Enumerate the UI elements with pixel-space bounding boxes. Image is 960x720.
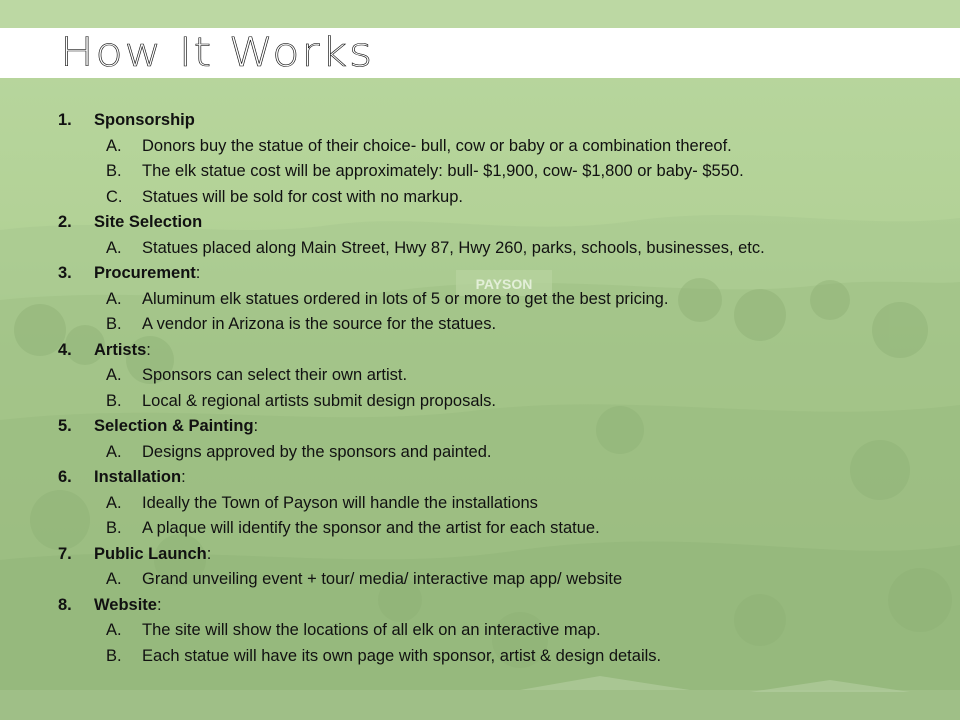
step-number: 6. bbox=[58, 468, 72, 486]
sub-item-letter: A. bbox=[106, 238, 122, 257]
sub-item bbox=[58, 312, 938, 338]
step-item bbox=[58, 210, 938, 236]
step-number: 7. bbox=[58, 544, 72, 563]
sub-item-letter: A. bbox=[106, 289, 122, 308]
step-heading-suffix: : bbox=[181, 468, 186, 486]
sub-item bbox=[58, 287, 938, 313]
sub-item-text: Statues placed along Main Street, Hwy 87, Hwy 260, parks, schools, businesses, etc. bbox=[142, 238, 765, 257]
sub-item-text: Statues will be sold for cost with no markup. bbox=[142, 187, 463, 206]
sub-item bbox=[58, 567, 938, 593]
step-number: 5. bbox=[58, 417, 72, 435]
step-heading-label: Sponsorship bbox=[94, 111, 195, 129]
steps-list bbox=[58, 108, 938, 669]
step-heading bbox=[94, 108, 195, 134]
sub-item-text: Sponsors can select their own artist. bbox=[142, 366, 408, 384]
sub-item bbox=[58, 491, 938, 517]
step-heading-label: Procurement bbox=[94, 264, 196, 282]
sub-item-letter: A. bbox=[106, 493, 122, 512]
sub-item-text: A vendor in Arizona is the source for the statues. bbox=[142, 315, 497, 333]
sub-item bbox=[58, 363, 938, 389]
step-item bbox=[58, 108, 938, 134]
sub-item bbox=[58, 134, 938, 160]
step-heading-suffix: : bbox=[206, 544, 212, 563]
step-heading bbox=[94, 210, 202, 236]
sub-item-text: Aluminum elk statues ordered in lots of 5 or more to get the best pricing. bbox=[142, 289, 669, 308]
step-heading bbox=[94, 414, 258, 440]
sub-item bbox=[58, 185, 938, 211]
sub-item-letter: B. bbox=[106, 162, 122, 180]
sub-item-letter: A. bbox=[106, 136, 122, 155]
step-item bbox=[58, 338, 938, 364]
step-heading-suffix: : bbox=[146, 340, 151, 359]
step-number: 2. bbox=[58, 213, 72, 231]
sub-item-text: Each statue will have its own page with sponsor, artist & design details. bbox=[142, 646, 662, 665]
step-heading bbox=[94, 338, 151, 364]
sub-item bbox=[58, 618, 938, 644]
sub-item-text: The site will show the locations of all elk on an interactive map. bbox=[142, 621, 601, 639]
slide-title: How It Works bbox=[60, 30, 374, 76]
sub-item-letter: B. bbox=[106, 315, 122, 333]
step-heading bbox=[94, 593, 162, 619]
sub-item-letter: B. bbox=[106, 646, 122, 665]
step-heading-label: Website bbox=[94, 595, 157, 614]
sub-item-text: Donors buy the statue of their choice- bull, cow or baby or a combination thereof. bbox=[142, 136, 732, 155]
step-number: 3. bbox=[58, 264, 72, 282]
sub-item-letter: C. bbox=[106, 187, 123, 206]
sub-item-text: Grand unveiling event + tour/ media/ interactive map app/ website bbox=[142, 570, 623, 588]
step-heading-label: Artists bbox=[94, 340, 147, 359]
step-item bbox=[58, 414, 938, 440]
step-number: 1. bbox=[58, 111, 72, 129]
sub-item-letter: B. bbox=[106, 519, 122, 537]
sub-item-text: Local & regional artists submit design proposals. bbox=[142, 391, 497, 410]
sub-item-letter: A. bbox=[106, 442, 122, 461]
sub-item bbox=[58, 236, 938, 262]
step-heading bbox=[94, 542, 211, 568]
sub-item-text: The elk statue cost will be approximately: bull- $1,900, cow- $1,800 or baby- $550. bbox=[142, 162, 744, 180]
sub-item-letter: B. bbox=[106, 391, 122, 410]
sub-item bbox=[58, 159, 938, 185]
step-number: 8. bbox=[58, 595, 72, 614]
sub-item-letter: A. bbox=[106, 621, 122, 639]
step-heading-label: Selection & Painting bbox=[94, 417, 254, 435]
step-heading-suffix: : bbox=[195, 264, 201, 282]
payson-sign-text: PAYSON bbox=[475, 276, 533, 292]
sub-item bbox=[58, 389, 938, 415]
step-heading bbox=[94, 261, 200, 287]
sub-item-text: A plaque will identify the sponsor and the artist for each statue. bbox=[142, 519, 600, 537]
sub-item-letter: A. bbox=[106, 570, 122, 588]
step-heading-label: Installation bbox=[94, 468, 182, 486]
step-item bbox=[58, 261, 938, 287]
sub-item-letter: A. bbox=[106, 366, 122, 384]
step-heading-suffix: : bbox=[156, 595, 162, 614]
sub-item bbox=[58, 516, 938, 542]
sub-item-text: Ideally the Town of Payson will handle the installations bbox=[142, 493, 538, 512]
step-item bbox=[58, 593, 938, 619]
step-heading-label: Public Launch bbox=[94, 544, 207, 563]
step-heading-suffix: : bbox=[253, 417, 259, 435]
sub-item bbox=[58, 440, 938, 466]
sub-item-text: Designs approved by the sponsors and painted. bbox=[142, 442, 492, 461]
top-strip bbox=[0, 0, 960, 28]
step-number: 4. bbox=[58, 340, 72, 359]
step-heading bbox=[94, 465, 186, 491]
sub-item bbox=[58, 644, 938, 670]
step-item bbox=[58, 465, 938, 491]
step-heading-label: Site Selection bbox=[94, 213, 203, 231]
step-item bbox=[58, 542, 938, 568]
